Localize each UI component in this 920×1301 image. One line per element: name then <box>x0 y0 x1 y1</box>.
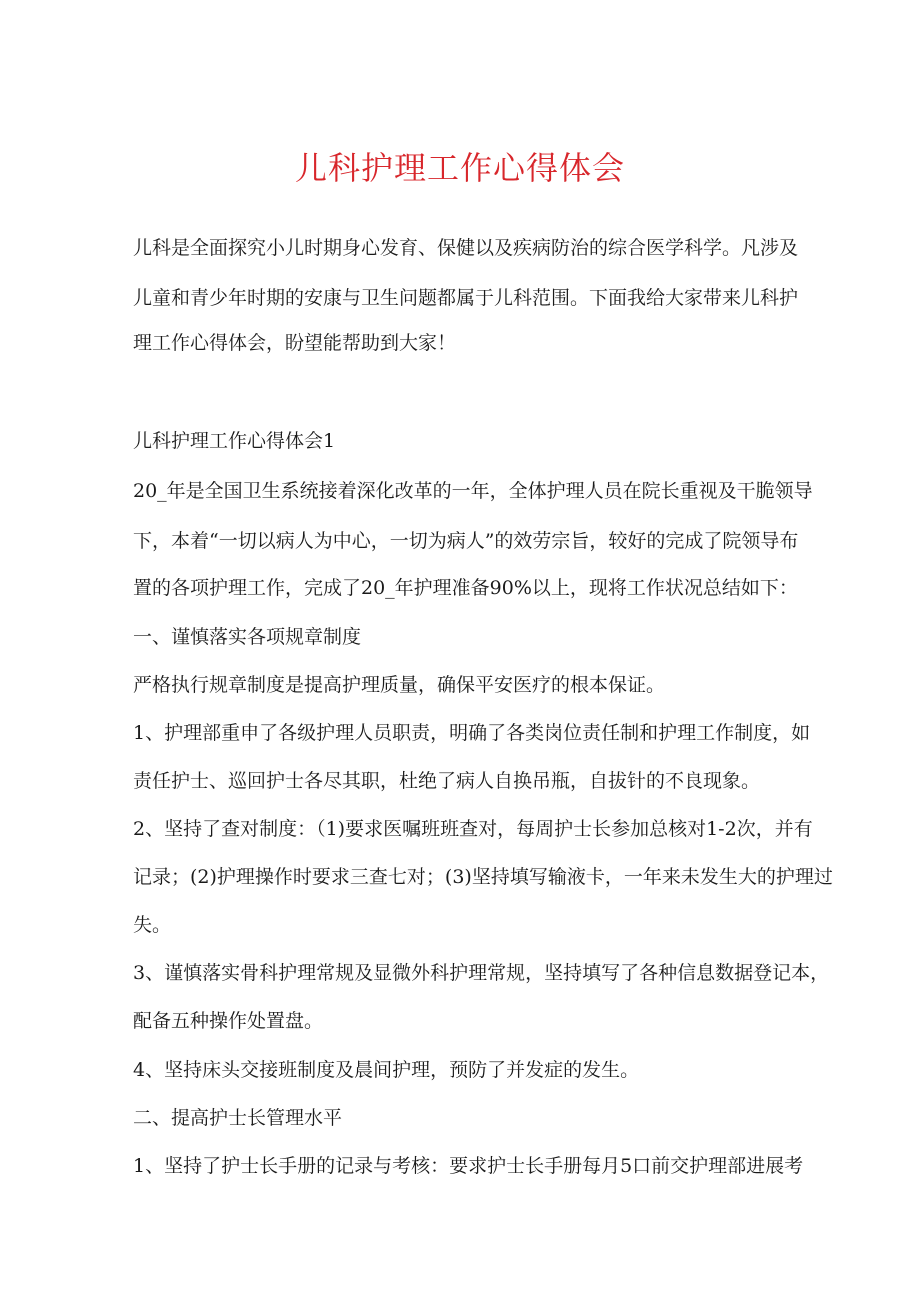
list-item-1: 1、护理部重申了各级护理人员职责，明确了各类岗位责任制和护理工作制度，如 <box>133 722 811 744</box>
list-item-5: 1、坚持了护士长手册的记录与考核：要求护士长手册每月5口前交护理部进展考 <box>133 1155 804 1177</box>
subheading-2: 二、提高护士长管理水平 <box>133 1107 343 1129</box>
intro-line-3: 理工作心得体会，盼望能帮助到大家！ <box>133 332 457 354</box>
paragraph-line: 置的各项护理工作，完成了20_年护理准备90%以上，现将工作状况总结如下： <box>133 577 798 599</box>
document-title: 儿科护理工作心得体会 <box>294 149 625 187</box>
list-item-2: 2、坚持了查对制度：（1)要求医嘱班班查对，每周护士长参加总核对1-2次，并有 <box>133 818 813 840</box>
list-item-3: 3、谨慎落实骨科护理常规及显微外科护理常规，坚持填写了各种信息数据登记本， <box>133 962 830 984</box>
list-item-2-cont: 记录；(2)护理操作时要求三查七对；(3)坚持填写输液卡，一年来未发生大的护理过 <box>133 866 833 888</box>
list-item-4: 4、坚持床头交接班制度及晨间护理，预防了并发症的发生。 <box>133 1059 640 1081</box>
intro-line-2: 儿童和青少年时期的安康与卫生问题都属于儿科范围。下面我给大家带来儿科护 <box>133 287 799 309</box>
paragraph-line: 20_年是全国卫生系统接着深化改革的一年，全体护理人员在院长重视及干脆领导 <box>133 480 813 502</box>
intro-line-1: 儿科是全面探究小儿时期身心发育、保健以及疾病防治的综合医学科学。凡涉及 <box>133 237 799 259</box>
list-item-1-cont: 责任护士、巡回护士各尽其职，杜绝了病人自换吊瓶，自拔针的不良现象。 <box>133 770 761 792</box>
paragraph-line: 下，本着“一切以病人为中心，一切为病人”的效劳宗旨，较好的完成了院领导布 <box>133 530 799 552</box>
list-item-3-cont: 配备五种操作处置盘。 <box>133 1010 324 1032</box>
list-item-2-cont: 失。 <box>133 914 172 936</box>
subheading-1: 一、谨慎落实各项规章制度 <box>133 626 362 648</box>
paragraph-line: 严格执行规章制度是提高护理质量，确保平安医疗的根本保证。 <box>133 674 666 696</box>
section-heading: 儿科护理工作心得体会1 <box>133 430 336 452</box>
